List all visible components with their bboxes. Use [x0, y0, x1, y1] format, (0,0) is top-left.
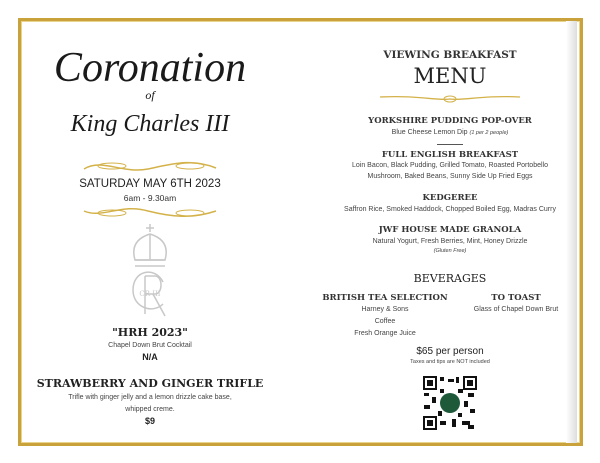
item-name: FULL ENGLISH BREAKFAST	[381, 150, 519, 160]
king-subtitle: King Charles III	[70, 111, 230, 137]
tea-item: Harney & Sons	[361, 306, 409, 313]
gold-flourish-bottom	[82, 205, 218, 219]
dessert-name: STRAWBERRY AND GINGER TRIFLE	[36, 377, 264, 390]
cocktail-desc: Chapel Down Brut Cocktail	[108, 342, 192, 349]
divider	[437, 144, 463, 145]
beverages-title: BEVERAGES	[413, 272, 487, 285]
item-note: (1 per 2 people)	[469, 130, 509, 136]
cocktail-name: "HRH 2023"	[112, 326, 188, 339]
item-desc-text: Blue Cheese Lemon Dip	[391, 129, 468, 136]
item-name: JWF HOUSE MADE GRANOLA	[378, 225, 522, 235]
page-shadow	[566, 21, 577, 443]
item-name: YORKSHIRE PUDDING POP-OVER	[368, 116, 532, 126]
toast-heading: TO TOAST	[491, 293, 541, 303]
monogram-text: CR III	[139, 290, 161, 298]
of-text: of	[145, 88, 155, 102]
qr-code[interactable]	[422, 375, 478, 431]
dessert-desc: Trifle with ginger jelly and a lemon drizzle cake base,	[68, 394, 232, 401]
tea-item: Fresh Orange Juice	[354, 330, 416, 337]
item-desc	[392, 129, 509, 136]
toast-item: Glass of Chapel Down Brut	[473, 306, 559, 313]
coronation-title: Coronation	[53, 45, 247, 91]
item-desc: Natural Yogurt, Fresh Berries, Mint, Honey Drizzle	[372, 238, 528, 245]
menu-kicker: VIEWING BREAKFAST	[383, 49, 517, 61]
gold-flourish-top	[82, 160, 218, 174]
item-name: KEDGEREE	[422, 193, 478, 203]
tea-item: Coffee	[374, 318, 396, 325]
tea-heading: BRITISH TEA SELECTION	[322, 293, 448, 303]
cocktail-price: N/A	[142, 352, 158, 362]
dessert-price: $9	[144, 416, 156, 426]
item-note: (Gluten Free)	[433, 248, 467, 254]
price-note: Taxes and tips are NOT included	[410, 359, 490, 365]
event-time: 6am - 9.30am	[123, 193, 177, 203]
menu-title: MENU	[413, 64, 487, 88]
qr-logo-icon	[440, 393, 460, 413]
royal-cypher-emblem	[125, 222, 175, 318]
price-per-person: $65 per person	[416, 346, 484, 357]
item-desc: Loin Bacon, Black Pudding, Grilled Tomato, Roasted Portobello	[352, 162, 548, 169]
item-desc: Saffron Rice, Smoked Haddock, Chopped Boiled Egg, Madras Curry	[344, 206, 556, 213]
item-desc-2: Mushroom, Baked Beans, Sunny Side Up Fried Eggs	[367, 173, 533, 180]
event-date: SATURDAY MAY 6TH 2023	[79, 178, 221, 190]
dessert-desc-2: whipped creme.	[125, 406, 175, 413]
gold-flourish-menu	[378, 93, 522, 105]
